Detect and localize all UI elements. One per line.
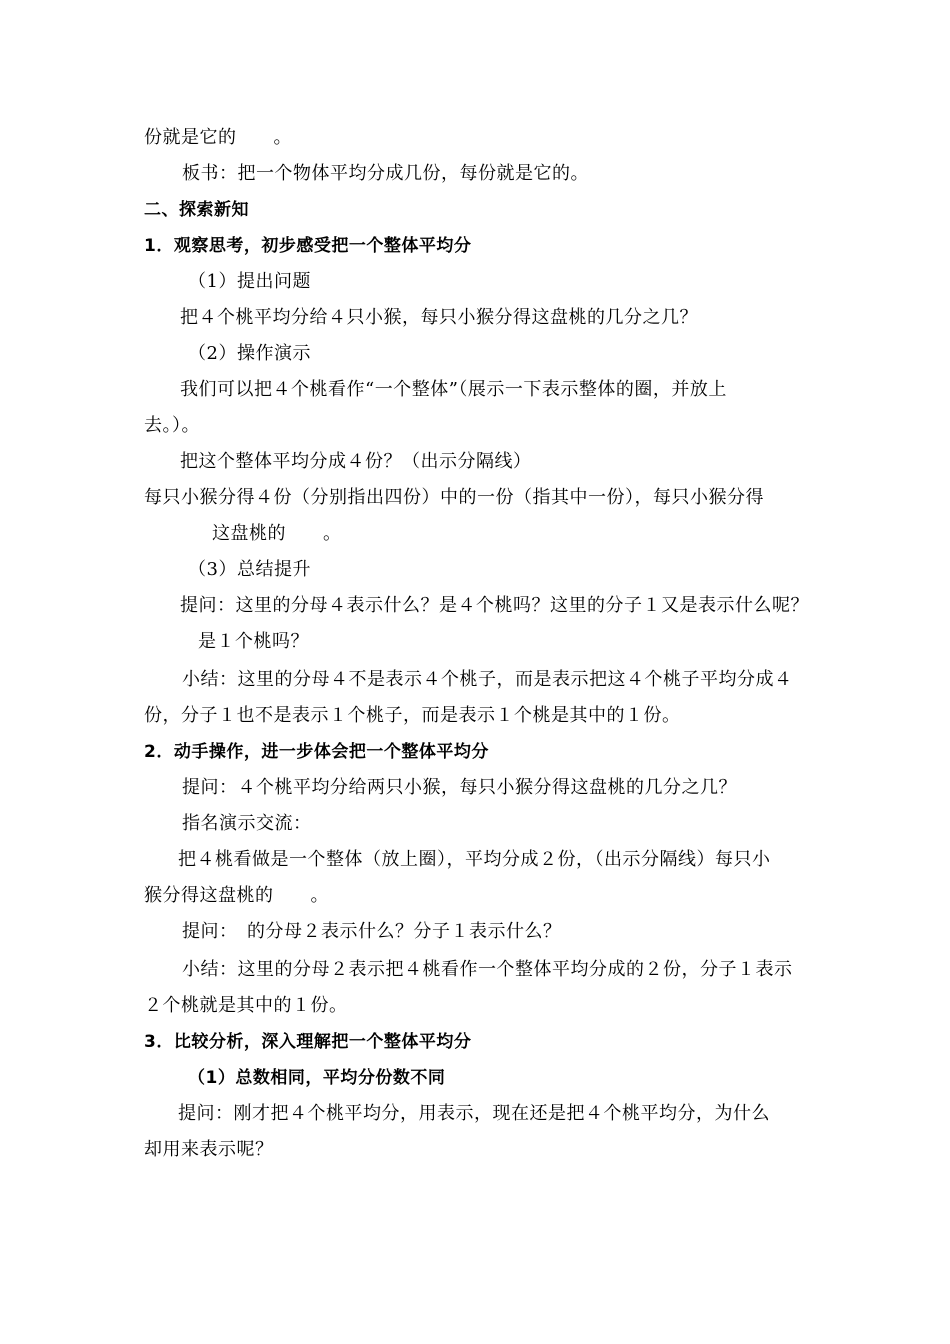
text-line: 提问：这里的分母４表示什么？是４个桃吗？这里的分子１又是表示什么呢？ xyxy=(180,595,809,616)
text-line: 提问： 的分母２表示什么？分子１表示什么？ xyxy=(182,921,562,942)
text-line: 却用来表示呢？ xyxy=(144,1139,274,1160)
section-heading: 二、探索新知 xyxy=(144,200,249,220)
text-line: ２个桃就是其中的１份。 xyxy=(144,995,348,1016)
subsection-heading: 1．观察思考，初步感受把一个整体平均分 xyxy=(144,236,472,256)
step-heading: （1）总数相同，平均分份数不同 xyxy=(188,1068,446,1088)
text-line: 这盘桃的 。 xyxy=(212,523,342,544)
text-line: 份，分子１也不是表示１个桃子，而是表示１个桃是其中的１份。 xyxy=(144,705,681,726)
text-line: 我们可以把４个桃看作“一个整体”（展示一下表示整体的圈，并放上 xyxy=(180,379,727,400)
text-line: 板书：把一个物体平均分成几份，每份就是它的。 xyxy=(182,163,589,184)
text-line: 猴分得这盘桃的 。 xyxy=(144,885,329,906)
text-line: 是１个桃吗？ xyxy=(198,631,309,652)
subsection-heading: 2．动手操作，进一步体会把一个整体平均分 xyxy=(144,742,489,762)
text-line: 指名演示交流： xyxy=(182,813,312,834)
subsection-heading: 3．比较分析，深入理解把一个整体平均分 xyxy=(144,1032,472,1052)
step-heading: （2）操作演示 xyxy=(188,343,311,364)
text-line: 去。）。 xyxy=(144,415,200,436)
text-line: 把这个整体平均分成４份？（出示分隔线） xyxy=(180,451,532,472)
text-line: 每只小猴分得４份（分别指出四份）中的一份（指其中一份），每只小猴分得 xyxy=(144,487,764,508)
text-line: 小结：这里的分母２表示把４桃看作一个整体平均分成的２份，分子１表示 xyxy=(182,959,793,980)
text-line: 把４桃看做是一个整体（放上圈），平均分成２份，（出示分隔线）每只小 xyxy=(178,849,771,870)
text-line: 份就是它的 。 xyxy=(144,127,292,148)
text-line: 提问：刚才把４个桃平均分，用表示，现在还是把４个桃平均分，为什么 xyxy=(178,1103,770,1124)
step-heading: （1）提出问题 xyxy=(188,271,311,292)
step-heading: （3）总结提升 xyxy=(188,559,311,580)
text-line: 把４个桃平均分给４只小猴，每只小猴分得这盘桃的几分之几？ xyxy=(180,307,698,328)
text-line: 小结：这里的分母４不是表示４个桃子，而是表示把这４个桃子平均分成４ xyxy=(182,669,793,690)
text-line: 提问：４个桃平均分给两只小猴，每只小猴分得这盘桃的几分之几？ xyxy=(182,777,737,798)
